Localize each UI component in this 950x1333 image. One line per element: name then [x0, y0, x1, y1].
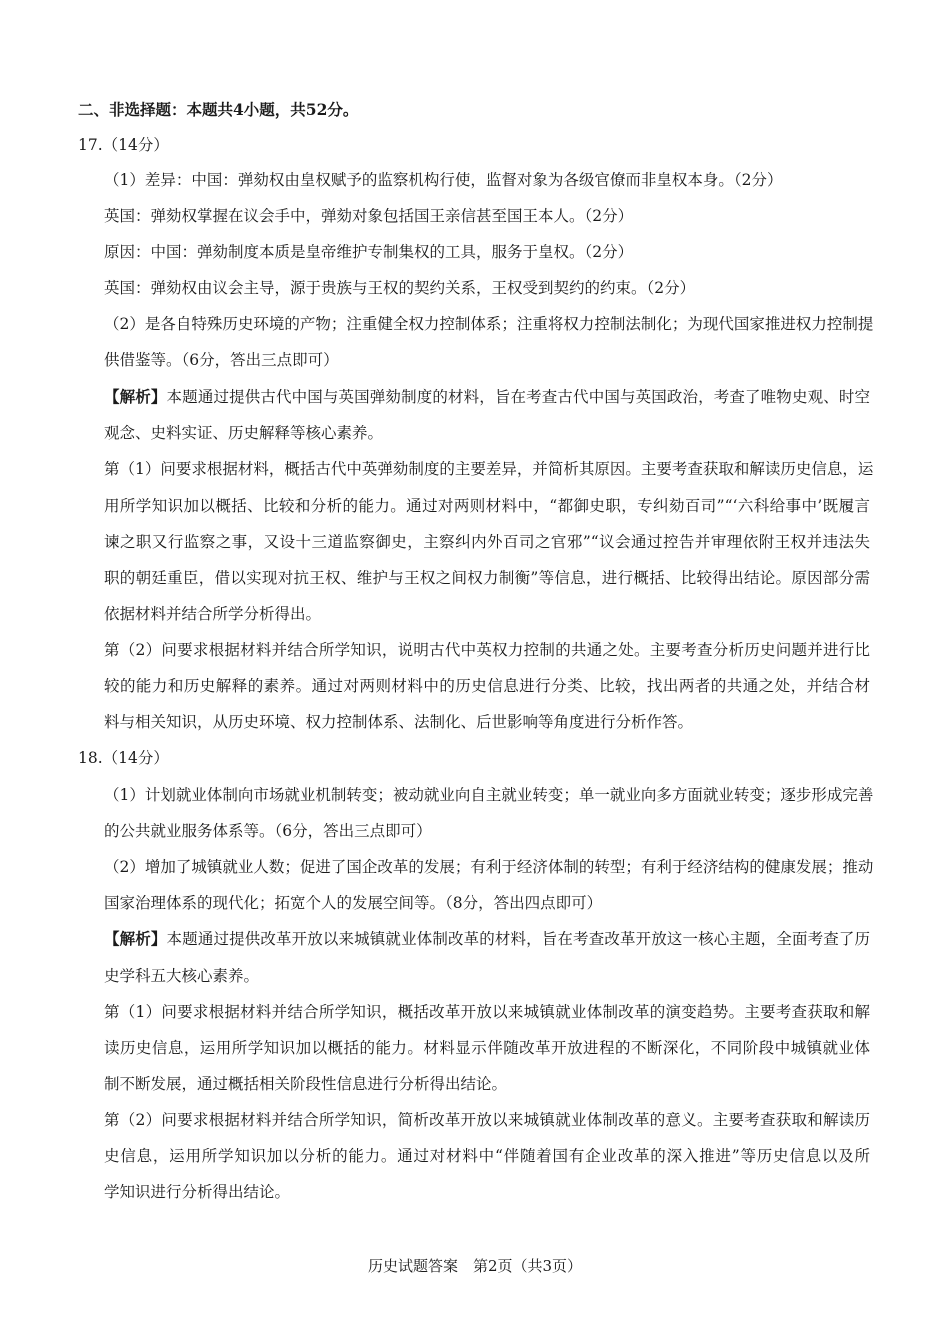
q18-answer-line: 国家治理体系的现代化；拓宽个人的发展空间等。（8分，答出四点即可） [104, 894, 603, 912]
q17-analysis-line: 用所学知识加以概括、比较和分析的能力。通过对两则材料中，“都御史职，专纠劾百司”“‘六科给事中’既履言 [104, 497, 870, 515]
q17-analysis-line: 料与相关知识，从历史环境、权力控制体系、法制化、后世影响等角度进行分析作答。 [104, 713, 694, 731]
q17-answer-line: 英国：弹劾权由议会主导，源于贵族与王权的契约关系，王权受到契约的约束。（2分） [104, 279, 696, 297]
q18-analysis-line: 第（2）问要求根据材料并结合所学知识，简析改革开放以来城镇就业体制改革的意义。主要考查获取和解读历 [104, 1111, 870, 1129]
q17-analysis-line: 谏之职又行监察之事，又设十三道监察御史，主察纠内外百司之官邪”“议会通过控告并审理依附王权并违法失 [104, 533, 870, 551]
q18-analysis-line: 第（1）问要求根据材料并结合所学知识，概括改革开放以来城镇就业体制改革的演变趋势。主要考查获取和解 [104, 1003, 870, 1021]
q17-answer-line: （1）差异：中国：弹劾权由皇权赋予的监察机构行使，监督对象为各级官僚而非皇权本身。（2分） [104, 171, 783, 189]
q18-analysis-line: 读历史信息，运用所学知识加以概括的能力。材料显示伴随改革开放进程的不断深化，不同阶段中城镇就业体 [104, 1039, 870, 1057]
q17-answer-line: 原因：中国：弹劾制度本质是皇帝维护专制集权的工具，服务于皇权。（2分） [104, 243, 634, 261]
q17-answer-line: （2）是各自特殊历史环境的产物；注重健全权力控制体系；注重将权力控制法制化；为现代国家推进权力控制提 [104, 315, 874, 333]
q18-analysis-line: 史学科五大核心素养。 [104, 967, 260, 985]
q17-analysis-text: 本题通过提供古代中国与英国弹劾制度的材料，旨在考查古代中国与英国政治，考查了唯物史观、时空 [166, 388, 870, 406]
q18-analysis-text: 本题通过提供改革开放以来城镇就业体制改革的材料，旨在考查改革开放这一核心主题，全面考查了历 [166, 930, 870, 948]
page-footer: 历史试题答案 第2页（共3页） [367, 1257, 583, 1275]
q17-number: 17.（14分） [78, 136, 169, 154]
q18-analysis-line: 学知识进行分析得出结论。 [104, 1183, 291, 1201]
q17-answer-line: 英国：弹劾权掌握在议会手中，弹劾对象包括国王亲信甚至国王本人。（2分） [104, 207, 634, 225]
q17-analysis-tag: 【解析】 [104, 387, 167, 406]
q17-answer-line: 供借鉴等。（6分，答出三点即可） [104, 351, 339, 369]
q17-analysis-line: 观念、史料实证、历史解释等核心素养。 [104, 424, 384, 442]
q17-analysis-line: 较的能力和历史解释的素养。通过对两则材料中的历史信息进行分类、比较，找出两者的共通之处，并结合材 [104, 677, 870, 695]
q18-analysis-first-line [104, 929, 870, 949]
q18-analysis-line: 史信息，运用所学知识加以分析的能力。通过对材料中“伴随着国有企业改革的深入推进”等历史信息以及所 [104, 1147, 870, 1165]
q17-analysis-line: 依据材料并结合所学分析得出。 [104, 605, 322, 623]
q18-analysis-line: 制不断发展，通过概括相关阶段性信息进行分析得出结论。 [104, 1075, 508, 1093]
q17-analysis-line: 第（2）问要求根据材料并结合所学知识，说明古代中英权力控制的共通之处。主要考查分析历史问题并进行比 [104, 641, 870, 659]
q17-analysis-line: 第（1）问要求根据材料，概括古代中英弹劾制度的主要差异，并简析其原因。主要考查获取和解读历史信息，运 [104, 460, 874, 478]
q18-answer-line: 的公共就业服务体系等。（6分，答出三点即可） [104, 822, 432, 840]
q18-number: 18.（14分） [78, 749, 169, 767]
q18-analysis-tag: 【解析】 [104, 929, 167, 948]
q17-analysis-first-line [104, 387, 870, 407]
section-heading: 二、非选择题：本题共4小题，共52分。 [78, 100, 359, 119]
q17-analysis-line: 职的朝廷重臣，借以实现对抗王权、维护与王权之间权力制衡”等信息，进行概括、比较得出结论。原因部分需 [104, 569, 870, 587]
q18-answer-line: （2）增加了城镇就业人数；促进了国企改革的发展；有利于经济体制的转型；有利于经济结构的健康发展；推动 [104, 858, 874, 876]
q18-answer-line: （1）计划就业体制向市场就业机制转变；被动就业向自主就业转变；单一就业向多方面就业转变；逐步形成完善 [104, 786, 874, 804]
